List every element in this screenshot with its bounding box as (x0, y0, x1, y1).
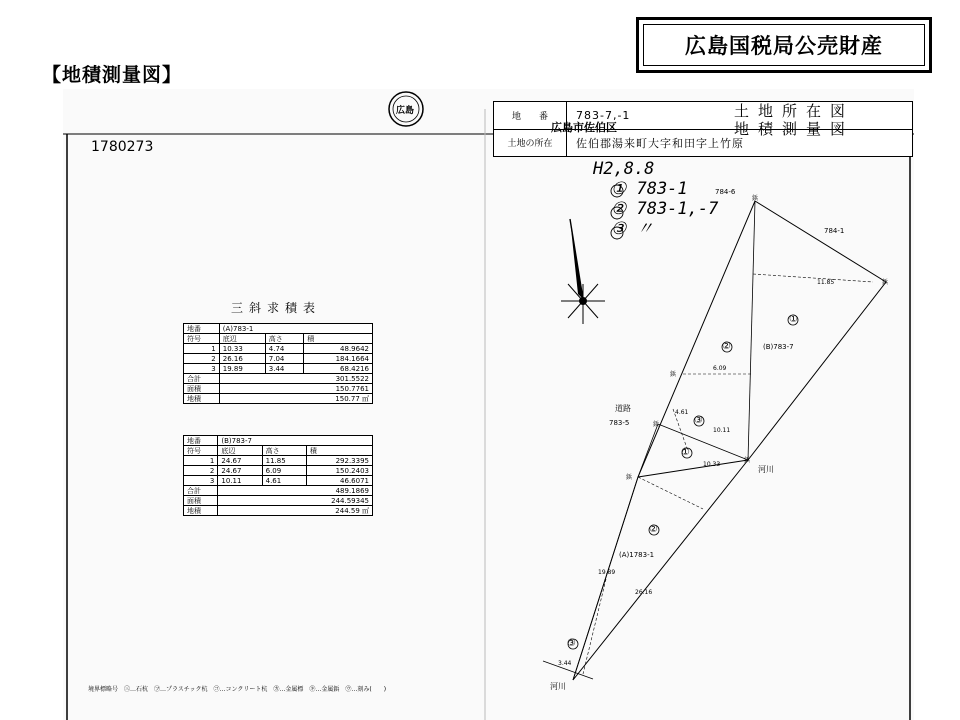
cell: 2 (184, 466, 218, 476)
table-a-area-value: 150.7761 (219, 384, 372, 394)
handwritten-note-3: ③ 〃 (611, 219, 654, 239)
table-b-row (184, 466, 373, 476)
cell: 24.67 (218, 456, 262, 466)
label-circle-3-a: ③ (567, 638, 576, 649)
cell: 3.44 (265, 364, 303, 374)
line-b-lower (658, 424, 748, 460)
table-a-row (184, 364, 373, 374)
label-784-6: 784-6 (715, 188, 736, 196)
cell: 68.4216 (304, 364, 373, 374)
label-circle-3-b: ③ (694, 415, 703, 426)
cell: 10.11 (218, 476, 262, 486)
table-a-total-value: 301.5522 (219, 374, 372, 384)
label-dim-1011: 10.11 (713, 427, 731, 434)
label-circle-1-b: ① (789, 314, 798, 325)
mark-label: 鋲 (670, 371, 677, 378)
label-dim-344: 3.44 (558, 660, 572, 667)
label-lot-b: (B)783-7 (763, 343, 794, 351)
table-a-row (184, 344, 373, 354)
mark-label: 鋲 (744, 457, 751, 464)
table-a-land-value: 150.77 ㎡ (219, 394, 372, 404)
line-a-b-boundary (638, 460, 748, 477)
label-road-lot: 783-5 (609, 419, 630, 427)
title-block (493, 101, 913, 157)
table-b-lot-value: (B)783-7 (218, 436, 373, 446)
line-b-main (748, 201, 755, 460)
cell: 1 (184, 456, 218, 466)
mark-label: 鋲 (882, 279, 889, 286)
cell: 1 (184, 344, 220, 354)
cell: 3 (184, 364, 220, 374)
label-dim-609: 6.09 (713, 365, 727, 372)
table-b-area-label: 面積 (184, 496, 218, 506)
table-a-lot-label: 地番 (184, 324, 220, 334)
table-b-header: 底辺 (218, 446, 262, 456)
mark-label: 鋲 (752, 195, 759, 202)
handwritten-note-1: ① 783-1 (611, 179, 688, 199)
label-dim-1989: 19.89 (598, 569, 616, 576)
mark-label: 鋲 (626, 474, 633, 481)
table-b-land-label: 地積 (184, 506, 218, 516)
cell: 3 (184, 476, 218, 486)
table-a-header: 符号 (184, 334, 220, 344)
table-b (183, 435, 373, 516)
cell: 6.09 (262, 466, 306, 476)
table-b-total-label: 合計 (184, 486, 218, 496)
height-a (638, 477, 703, 509)
table-a-total-label: 合計 (184, 374, 220, 384)
survey-map-lines (63, 89, 914, 720)
label-dim-461: 4.61 (675, 409, 689, 416)
table-a-area-label: 面積 (184, 384, 220, 394)
page-heading: 【地積測量図】 (42, 64, 183, 86)
table-a-header: 高さ (265, 334, 303, 344)
height-1185 (753, 274, 873, 282)
handwritten-note-2: ② 783-1,-7 (611, 199, 719, 219)
table-b-header: 高さ (262, 446, 306, 456)
label-circle-2-a: ② (649, 524, 658, 535)
label-river: 河川 (758, 465, 774, 474)
location-label: 土地の所在 (494, 129, 567, 156)
cell: 10.33 (219, 344, 265, 354)
label-dim-2616: 26.16 (635, 589, 653, 596)
label-784-1: 784-1 (824, 227, 845, 235)
calc-title: 三斜求積表 (231, 301, 322, 315)
label-river-bottom: 河川 (550, 682, 566, 691)
handwritten-date: H2,8.8 (593, 159, 655, 179)
mark-label: 鋲 (653, 421, 660, 428)
lot-value: 783-7,-1 (576, 109, 631, 122)
label-circle-1-a: ① (681, 447, 690, 458)
survey-document (63, 89, 914, 720)
table-a-row (184, 354, 373, 364)
height-344 (583, 579, 606, 674)
legend: 境界標略号 ㊂…石杭 ㋫…プラスチック杭 ㋙…コンクリート杭 ㋕…金属標 ㋖…金属鋲 ㋒…刻み( ) (88, 686, 387, 693)
cell: 26.16 (219, 354, 265, 364)
north-arrow-icon (561, 219, 605, 324)
table-a-header: 底辺 (219, 334, 265, 344)
seal-text: 広島 (396, 106, 415, 116)
table-a-land-label: 地積 (184, 394, 220, 404)
label-dim-1033: 10.33 (703, 461, 721, 468)
table-b-header: 積 (306, 446, 372, 456)
table-b-land-value: 244.59 ㎡ (218, 506, 373, 516)
table-b-lot-label: 地番 (184, 436, 218, 446)
table-b-header: 符号 (184, 446, 218, 456)
label-road: 道路 (615, 404, 631, 413)
location-stamp: 広島市佐伯区 (551, 121, 617, 134)
cell: 19.89 (219, 364, 265, 374)
location-value: 佐伯郡湯来町大字和田字上竹原 (576, 136, 744, 150)
table-b-row (184, 456, 373, 466)
cell: 24.67 (218, 466, 262, 476)
doc-number: 1780273 (91, 139, 154, 155)
doc-title-1: 土地所在図 (734, 102, 855, 120)
cell: 2 (184, 354, 220, 364)
doc-title-2: 地積測量図 (734, 120, 855, 138)
label-lot-a: (A)1783-1 (619, 551, 655, 559)
table-b-row (184, 476, 373, 486)
cell: 11.85 (262, 456, 306, 466)
table-b-area-value: 244.59345 (218, 496, 373, 506)
cell: 48.9642 (304, 344, 373, 354)
public-sale-badge (636, 17, 932, 73)
table-b-total-value: 489.1869 (218, 486, 373, 496)
parcel-outline (573, 201, 889, 680)
line-a-diagonal (573, 477, 638, 680)
cell: 4.74 (265, 344, 303, 354)
table-a-header: 積 (304, 334, 373, 344)
cell: 46.6071 (306, 476, 372, 486)
table-a (183, 323, 373, 404)
lot-label: 地 番 (494, 102, 567, 129)
label-circle-2-b: ② (722, 341, 731, 352)
badge-label: 広島国税局公売財産 (643, 24, 925, 66)
cell: 184.1664 (304, 354, 373, 364)
line-road-edge (638, 424, 658, 477)
cell: 292.3395 (306, 456, 372, 466)
label-dim-1185: 11.85 (817, 279, 835, 286)
cell: 4.61 (262, 476, 306, 486)
table-a-lot-value: (A)783-1 (219, 324, 372, 334)
cell: 150.2403 (306, 466, 372, 476)
cell: 7.04 (265, 354, 303, 364)
